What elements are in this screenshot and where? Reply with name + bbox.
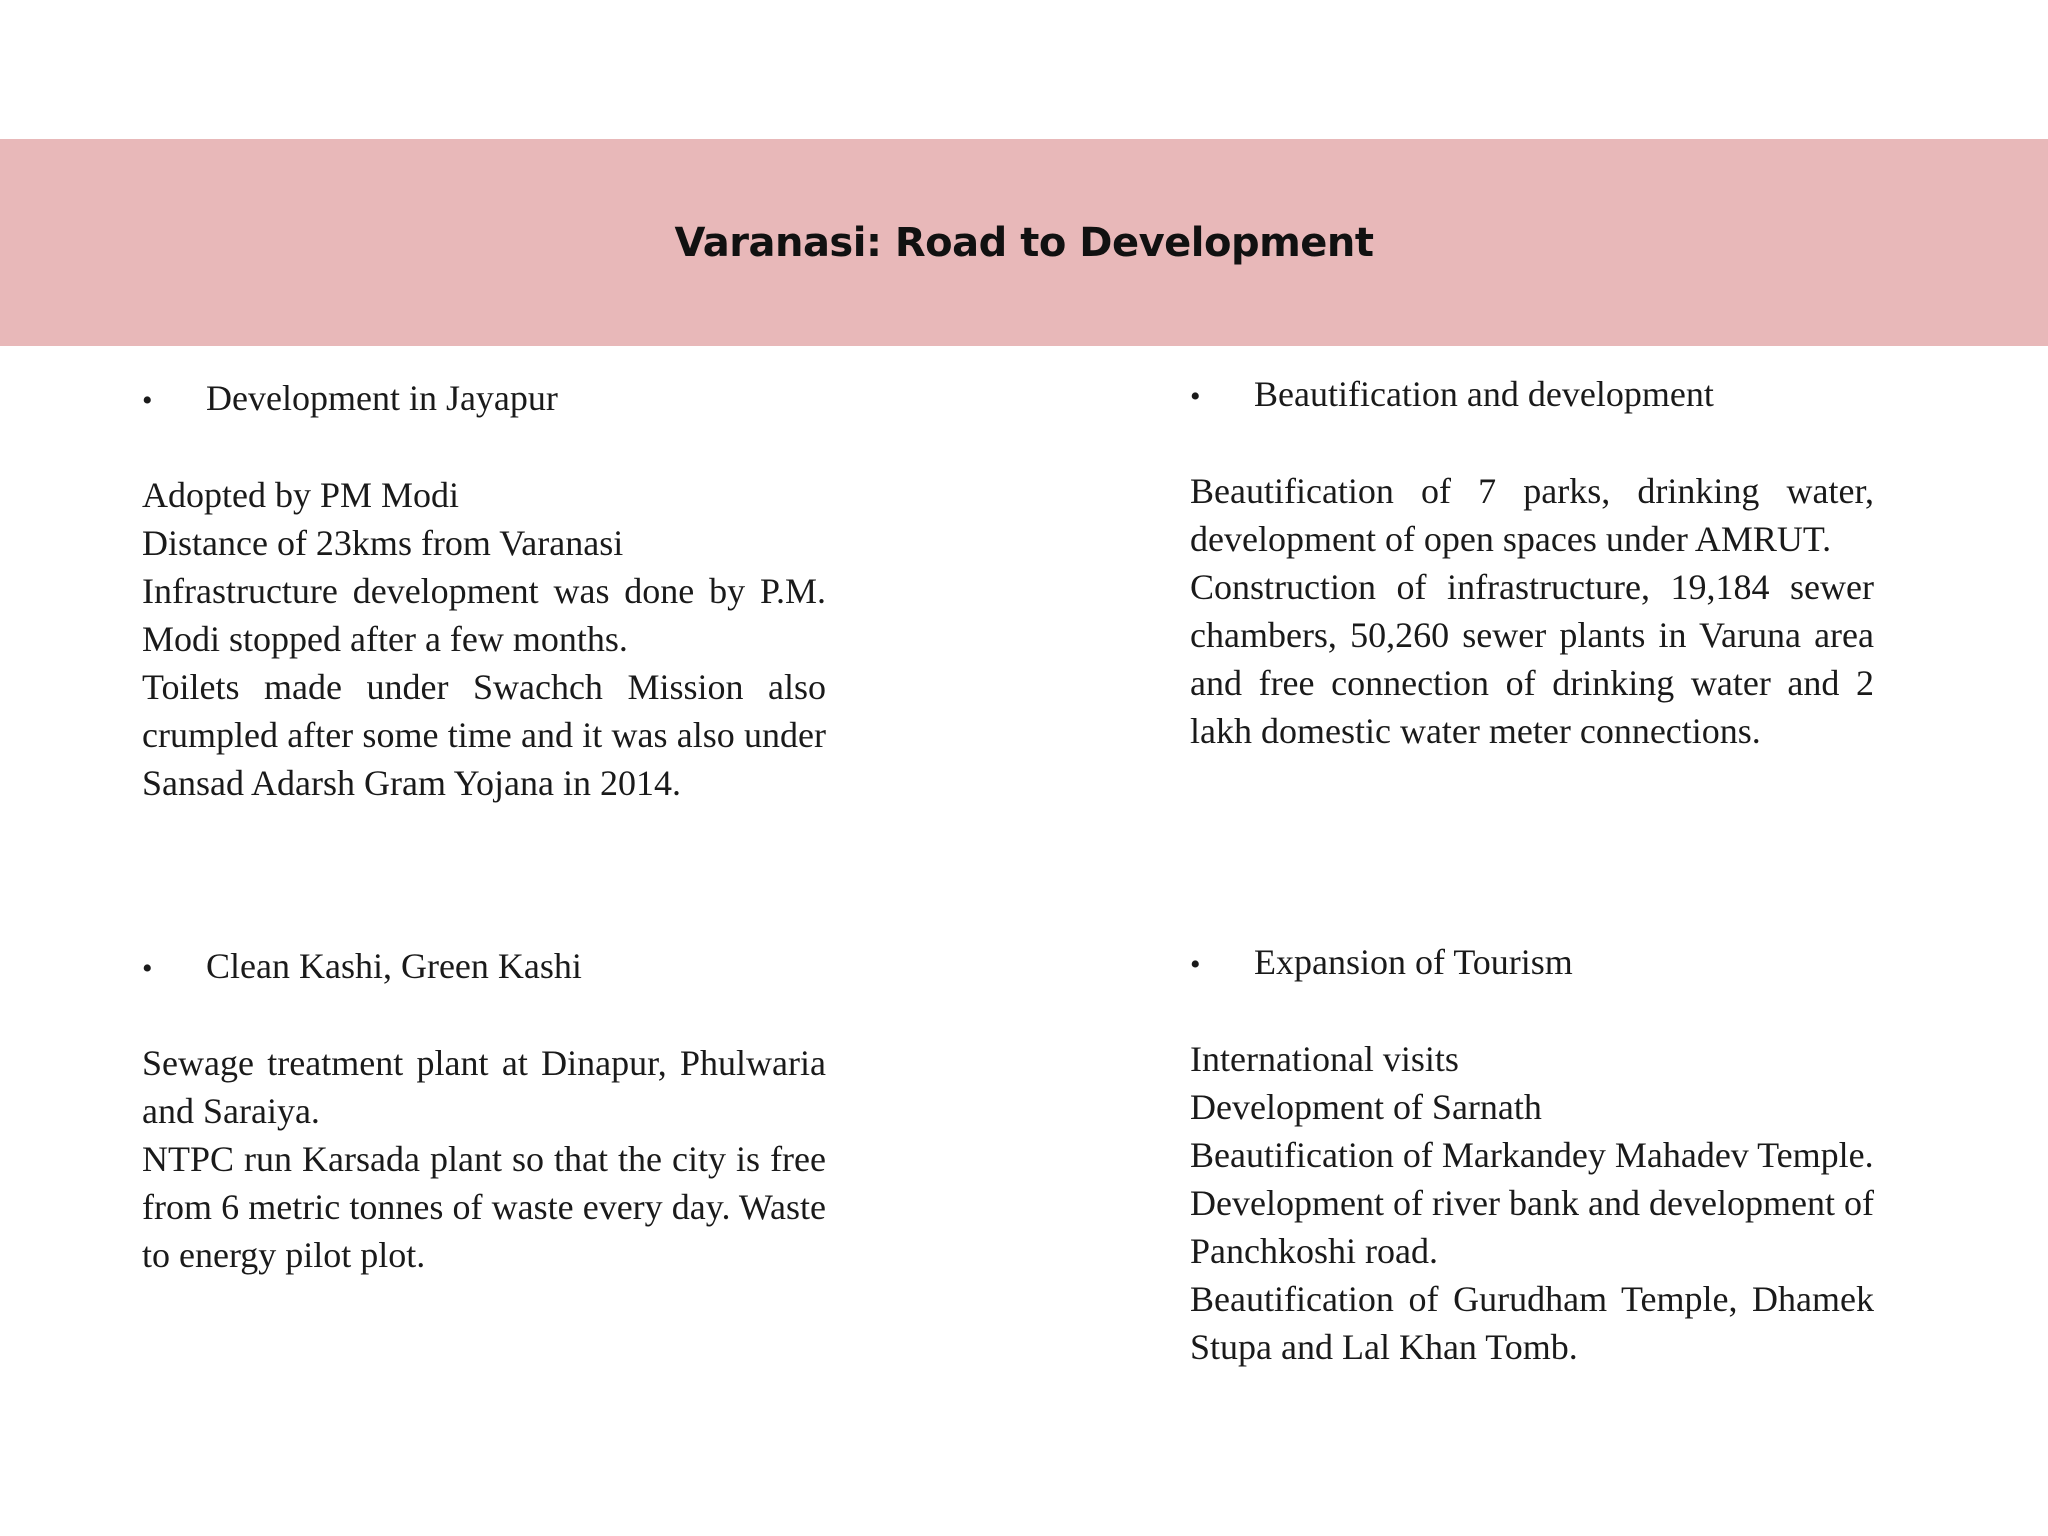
section-body xyxy=(1190,1035,1874,1371)
paragraph: International visits xyxy=(1190,1039,1459,1079)
paragraph: NTPC run Karsada plant so that the city is free from 6 metric tonnes of waste every day. Waste to energy pilot plot. xyxy=(142,1139,826,1275)
section-body xyxy=(142,1039,826,1279)
title-band xyxy=(0,139,2048,346)
slide-title: Varanasi: Road to Development xyxy=(674,219,1374,266)
paragraph: Infrastructure development was done by P.M. Modi stopped after a few months. xyxy=(142,571,826,659)
paragraph: Beautification of 7 parks, drinking water, development of open spaces under AMRUT. xyxy=(1190,471,1874,559)
paragraph: Toilets made under Swachch Mission also crumpled after some time and it was also under Sansad Adarsh Gram Yojana in 2014. xyxy=(142,667,826,803)
paragraph: Development of river bank and development of Panchkoshi road. xyxy=(1190,1183,1874,1271)
bullet-icon: • xyxy=(142,952,153,985)
paragraph: Adopted by PM Modi xyxy=(142,475,460,515)
paragraph: Sewage treatment plant at Dinapur, Phulwaria and Saraiya. xyxy=(142,1043,826,1131)
section-heading xyxy=(142,942,826,993)
section-beautification-and-development xyxy=(1190,370,1874,755)
section-heading-text: Beautification and development xyxy=(1254,374,1714,414)
section-heading-text: Development in Jayapur xyxy=(206,378,558,418)
bullet-icon: • xyxy=(1190,380,1201,413)
paragraph: Construction of infrastructure, 19,184 sewer chambers, 50,260 sewer plants in Varuna area and free connection of drinking water and 2 lakh domestic water meter connections. xyxy=(1190,567,1874,751)
bullet-icon: • xyxy=(142,384,153,417)
bullet-icon: • xyxy=(1190,948,1201,981)
section-heading xyxy=(1190,370,1874,421)
section-heading-text: Clean Kashi, Green Kashi xyxy=(206,946,582,986)
paragraph: Development of Sarnath xyxy=(1190,1087,1542,1127)
section-heading xyxy=(142,374,826,425)
section-development-in-jayapur xyxy=(142,374,826,807)
section-expansion-of-tourism xyxy=(1190,938,1874,1371)
section-heading-text: Expansion of Tourism xyxy=(1254,942,1573,982)
section-heading xyxy=(1190,938,1874,989)
section-clean-kashi-green-kashi xyxy=(142,942,826,1279)
paragraph: Beautification of Markandey Mahadev Temple. xyxy=(1190,1135,1874,1175)
section-body xyxy=(142,471,826,807)
paragraph: Distance of 23kms from Varanasi xyxy=(142,523,624,563)
section-body xyxy=(1190,467,1874,755)
paragraph: Beautification of Gurudham Temple, Dhamek Stupa and Lal Khan Tomb. xyxy=(1190,1279,1874,1367)
